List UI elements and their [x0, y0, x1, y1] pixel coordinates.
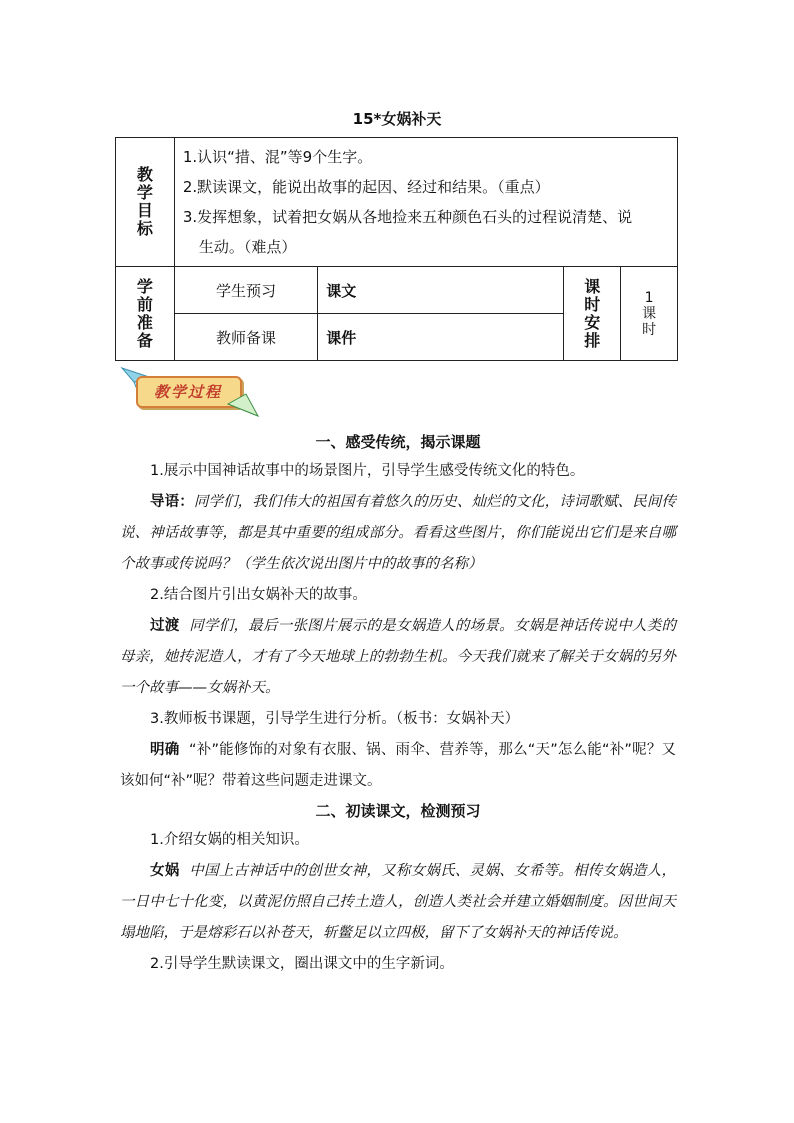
class-hours: 1 课 时	[621, 267, 678, 361]
student-prep-value: 课文	[318, 267, 564, 314]
goal-3: 3.发挥想象，试着把女娲从各地捡来五种颜色石头的过程说清楚、说	[182, 208, 633, 226]
student-prep-label: 学生预习	[174, 267, 317, 314]
goal-2: 2.默读课文，能说出故事的起因、经过和结果。（重点）	[182, 178, 550, 196]
lesson-content	[120, 428, 676, 980]
lesson-info-table	[115, 137, 678, 361]
section-1-heading: 一、感受传统，揭示课题	[315, 433, 481, 451]
prep-header: 学 前 准 备	[116, 267, 175, 361]
page-title: 15*女娲补天	[352, 110, 442, 128]
goal-1: 1.认识“措、混”等9个生字。	[182, 148, 373, 166]
s2-paragraph-1: 1.介绍女娲的相关知识。	[150, 832, 309, 848]
teaching-process-banner	[120, 366, 260, 420]
goal-3-cont: 生动。（难点）	[198, 238, 297, 256]
paper-plane-icon	[226, 392, 260, 418]
s1-paragraph-4: 过渡 同学们，最后一张图片展示的是女娲造人的场景。女娲是神话传说中人类的母亲，她抟泥造人，才有了今天地球上的勃勃生机。今天我们就来了解关于女娲的另外一个故事——女娲补天。	[120, 618, 676, 696]
s1-paragraph-2: 导语：同学们，我们伟大的祖国有着悠久的历史、灿烂的文化，诗词歌赋、民间传说、神话故事等，都是其中重要的组成部分。看看这些图片，你们能说出它们是来自哪个故事或传说吗？（学生依次说出图片中的故事的名称）	[120, 494, 676, 572]
s1-paragraph-6: 明确 “补”能修饰的对象有衣服、锅、雨伞、营养等，那么“天”怎么能“补”呢？又该如何“补”呢？带着这些问题走进课文。	[120, 742, 677, 789]
section-2-heading: 二、初读课文，检测预习	[315, 802, 481, 820]
goals-cell	[174, 138, 677, 267]
teacher-prep-value: 课件	[318, 314, 564, 361]
teacher-prep-label: 教师备课	[174, 314, 317, 361]
s1-paragraph-1: 1.展示中国神话故事中的场景图片，引导学生感受传统文化的特色。	[150, 463, 585, 479]
banner-label: 教学过程	[153, 383, 222, 401]
s2-paragraph-2: 女娲 中国上古神话中的创世女神，又称女娲氏、灵娲、女希等。相传女娲造人，一日中七十化变，以黄泥仿照自己抟土造人，创造人类社会并建立婚姻制度。因世间天塌地陷，于是熔彩石以补苍天，斩鳖足以立四极，留下了女娲补天的神话传说。	[120, 863, 676, 941]
s2-paragraph-3: 2.引导学生默读课文，圈出课文中的生字新词。	[150, 956, 454, 972]
s1-paragraph-5: 3.教师板书课题，引导学生进行分析。（板书：女娲补天）	[150, 711, 520, 727]
goals-header: 教 学 目 标	[116, 138, 175, 267]
schedule-header: 课 时 安 排	[564, 267, 621, 361]
s1-paragraph-3: 2.结合图片引出女娲补天的故事。	[150, 587, 367, 603]
